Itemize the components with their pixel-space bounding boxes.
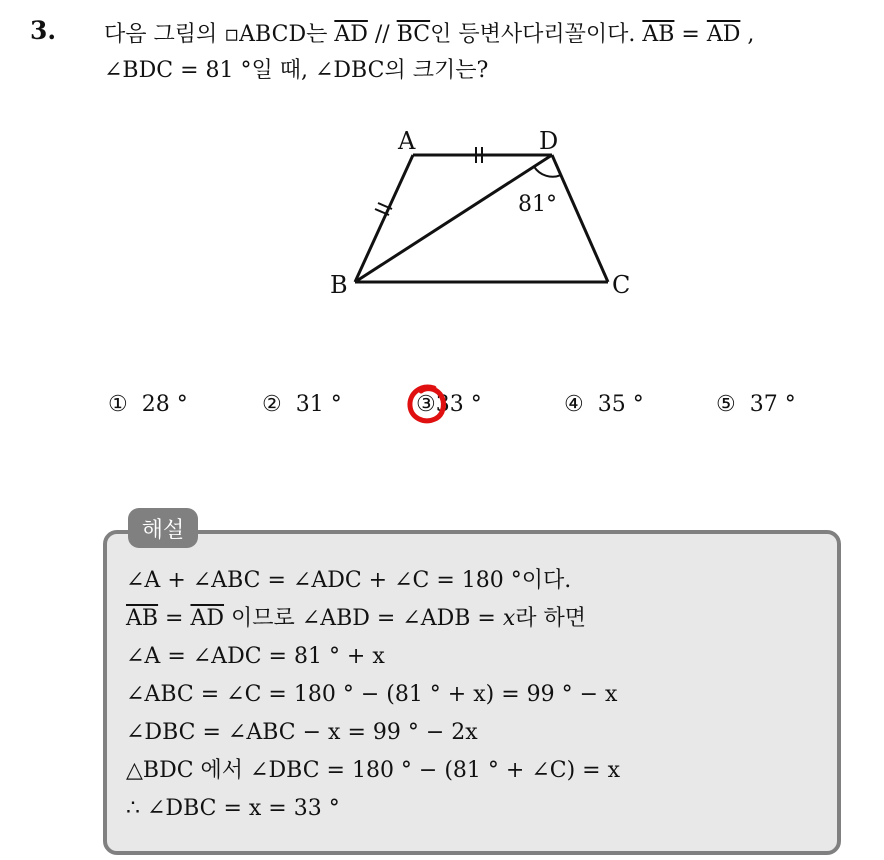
solution-text-part: 이므로 ∠ABD = ∠ADB = (224, 606, 503, 631)
question-text (104, 17, 754, 89)
segment-ad: $\overline{AD}$ (334, 22, 368, 47)
segment-bc: $\overline{BC}$ (396, 22, 431, 47)
choice-value: 31 ° (295, 392, 342, 417)
question-text-part: , (740, 22, 755, 47)
question-text-part: 다음 그림의 ▫ABCD는 (104, 22, 335, 47)
vertex-label-a: A (398, 127, 416, 155)
solution-text-part: = (158, 606, 191, 631)
answer-circle-mark (404, 382, 450, 428)
question-line-1 (104, 17, 754, 53)
answer-choices (108, 392, 828, 428)
angle-label: 81° (518, 192, 557, 217)
choice-1[interactable] (108, 392, 188, 417)
vertex-label-c: C (612, 271, 631, 299)
vertex-label-b: B (330, 271, 348, 299)
vertex-label-d: D (539, 127, 559, 155)
choice-number: ④ (564, 392, 584, 417)
segment-ad: $\overline{AD}$ (706, 22, 741, 47)
solution-line-4: ∠ABC = ∠C = 180 ° − (81 ° + x) = 99 ° − x (126, 682, 618, 707)
choice-2[interactable] (262, 392, 342, 417)
solution-line-2 (126, 600, 620, 638)
answer-circle-stroke (410, 387, 443, 421)
question-text-part: // (367, 22, 397, 47)
question-text-part: = (674, 22, 707, 47)
choice-value: 37 ° (749, 392, 796, 417)
solution-line-7: ∴ ∠DBC = x = 33 ° (126, 796, 340, 821)
trapezoid-figure (320, 118, 650, 308)
choice-number: ⑤ (716, 392, 736, 417)
choice-value: 33 ° (435, 392, 482, 417)
solution-line-1: ∠A + ∠ABC = ∠ADC + ∠C = 180 °이다. (126, 568, 572, 593)
choice-number: ③ (416, 392, 436, 417)
choice-number: ① (108, 392, 128, 417)
solution-line-3: ∠A = ∠ADC = 81 ° + x (126, 644, 385, 669)
choice-value: 35 ° (597, 392, 644, 417)
variable-x: x (502, 606, 516, 631)
segment-ab: $\overline{AB}$ (126, 606, 159, 631)
solution-line-6: △BDC 에서 ∠DBC = 180 ° − (81 ° + ∠C) = x (126, 758, 621, 783)
solution-text-part: 라 하면 (515, 606, 587, 631)
question-number: 3. (30, 16, 57, 45)
question-line-2: ∠BDC = 81 °일 때, ∠DBC의 크기는? (104, 58, 489, 83)
edge-dc (552, 155, 608, 282)
choice-number: ② (262, 392, 282, 417)
choice-4[interactable] (564, 392, 644, 417)
solution-text (126, 562, 620, 828)
choice-value: 28 ° (141, 392, 188, 417)
segment-ab: $\overline{AB}$ (642, 22, 675, 47)
solution-badge: 해설 (128, 508, 198, 548)
question-text-part: 인 등변사다리꼴이다. (430, 22, 643, 47)
segment-ad: $\overline{AD}$ (190, 606, 225, 631)
choice-5[interactable] (716, 392, 796, 417)
solution-line-5: ∠DBC = ∠ABC − x = 99 ° − 2x (126, 720, 478, 745)
